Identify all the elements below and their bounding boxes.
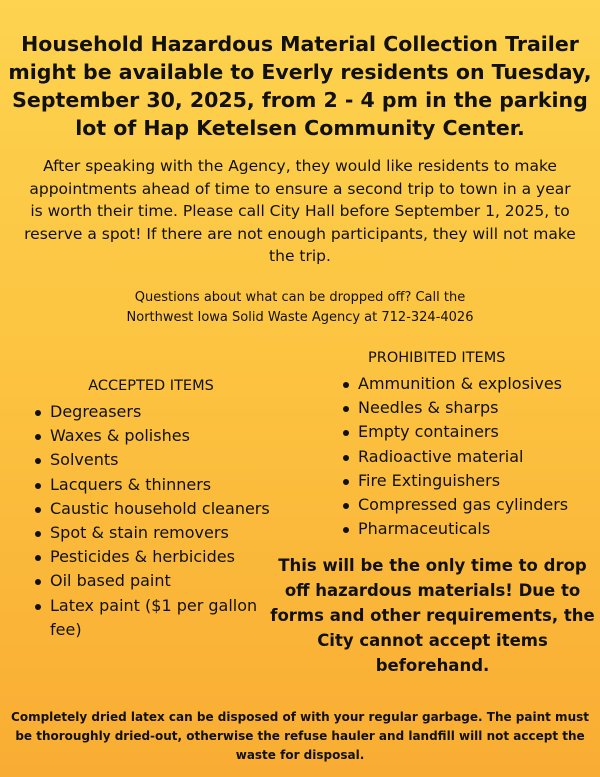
prohibited-item: Needles & sharps <box>340 396 590 420</box>
prohibited-item: Compressed gas cylinders <box>340 493 590 517</box>
questions-line-2: Northwest Iowa Solid Waste Agency at 712-324-4026 <box>126 310 474 325</box>
prohibited-item: Ammunition & explosives <box>340 372 590 396</box>
prohibited-item: Radioactive material <box>340 445 590 469</box>
prohibited-items-heading: PROHIBITED ITEMS <box>368 350 506 366</box>
prohibited-items-list <box>340 372 590 541</box>
accepted-items-heading: ACCEPTED ITEMS <box>88 378 214 394</box>
latex-disposal-footer: Completely dried latex can be disposed of with your regular garbage. The paint must be thoroughly dried-out, otherwise the refuse hauler and landfill will not accept the waste for disposal. <box>11 710 589 762</box>
accepted-item: Lacquers & thinners <box>32 473 270 497</box>
accepted-item: Pesticides & herbicides <box>32 545 270 569</box>
accepted-items-list <box>32 400 270 642</box>
prohibited-item: Empty containers <box>340 420 590 444</box>
accepted-item: Oil based paint <box>32 569 270 593</box>
headline: Household Hazardous Material Collection Trailer might be available to Everly residents on Tuesday, September 30, 2025, from 2 - 4 pm in the parking lot of Hap Ketelsen Community Center. <box>8 32 592 140</box>
prohibited-item: Fire Extinguishers <box>340 469 590 493</box>
intro-paragraph: After speaking with the Agency, they would like residents to make appointments ahead of time to ensure a second trip to town in a year is worth their time. Please call City Hall before September 1, 2025, to reserve a spot! If there are not enough participants, they will not make the trip. <box>24 157 576 265</box>
accepted-item: Degreasers <box>32 400 270 424</box>
accepted-item: Caustic household cleaners <box>32 497 270 521</box>
prohibited-item: Pharmaceuticals <box>340 517 590 541</box>
questions-line-1: Questions about what can be dropped off? Call the <box>134 290 466 305</box>
prohibited-items-section <box>340 348 590 541</box>
accepted-item: Waxes & polishes <box>32 424 270 448</box>
accepted-items-section <box>32 376 270 642</box>
accepted-item: Solvents <box>32 448 270 472</box>
questions-contact <box>40 288 560 328</box>
only-time-notice: This will be the only time to drop off hazardous materials! Due to forms and other requirements, the City cannot accept items beforehand. <box>270 556 595 675</box>
accepted-item: Spot & stain removers <box>32 521 270 545</box>
accepted-item: Latex paint ($1 per gallon fee) <box>32 594 270 642</box>
